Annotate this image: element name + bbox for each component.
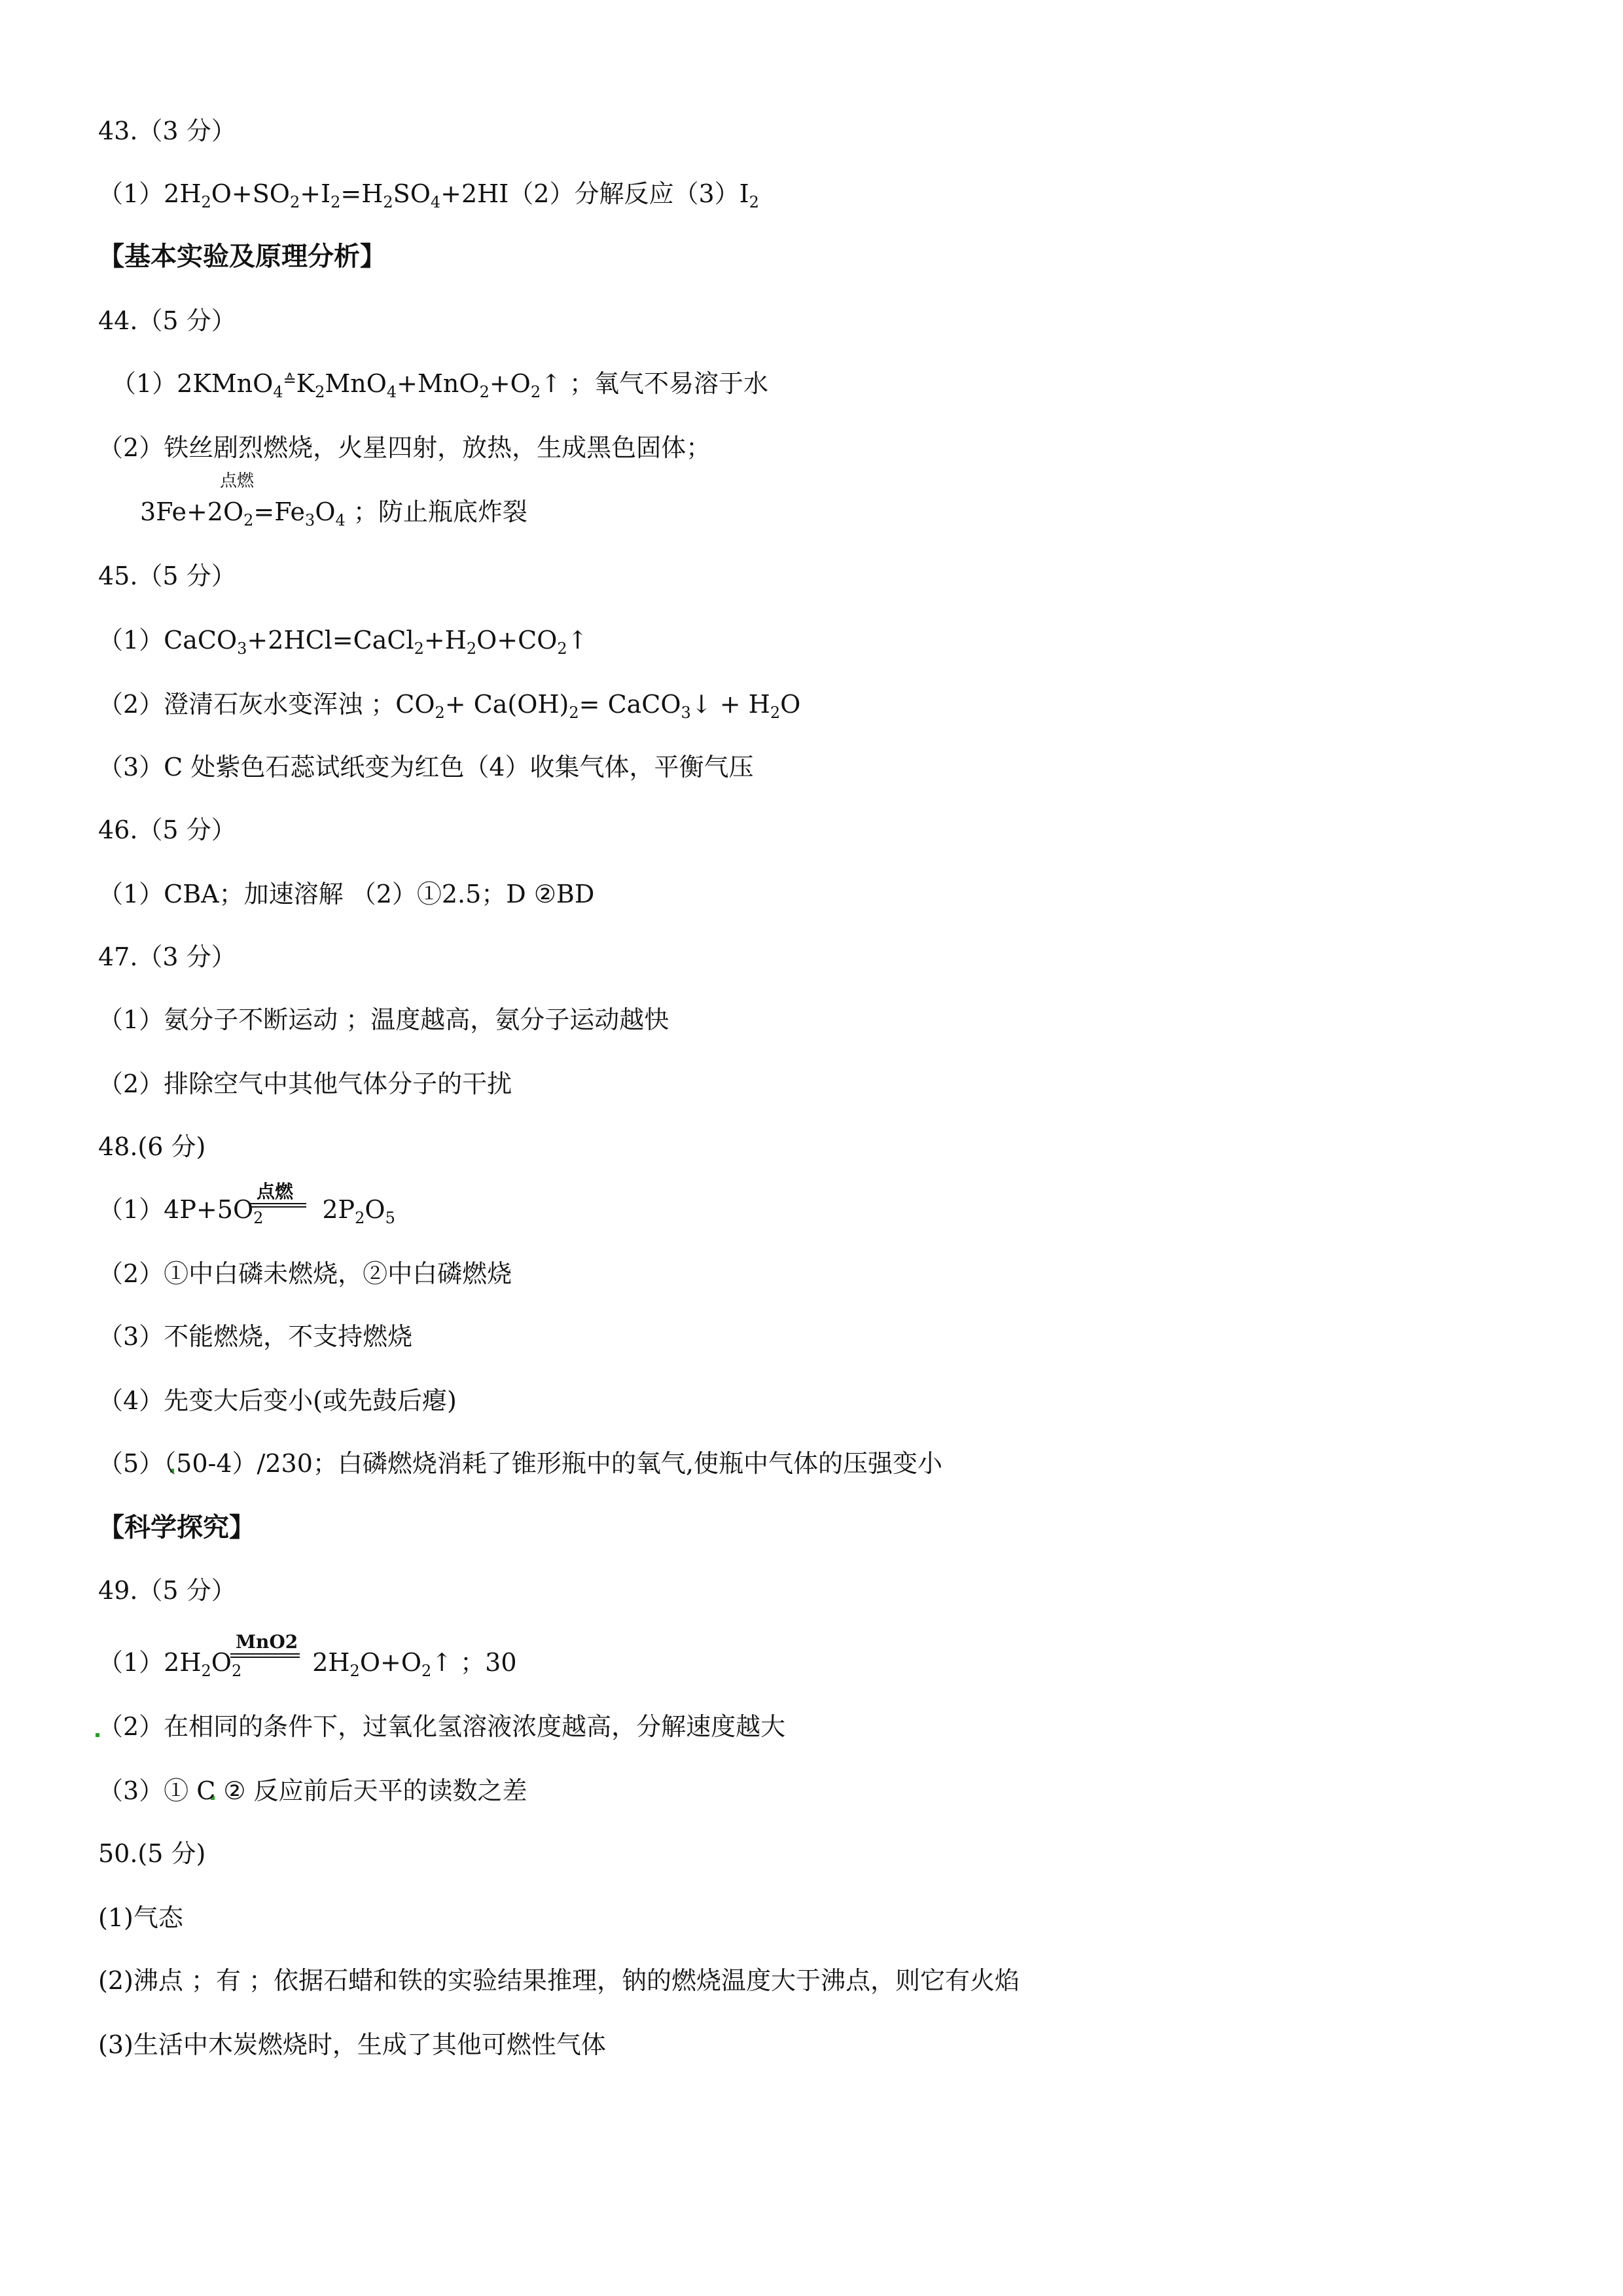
q50-answer-3: (3)生活中木炭燃烧时，生成了其他可燃性气体	[98, 2030, 606, 2059]
q46-header: 46.（5 分）	[98, 816, 236, 844]
q48-answer-1: $(1)4P+5O_2$ $2P_2O_5$	[98, 1195, 395, 1227]
q49-answer-3: （3）① C ② 反应前后天平的读数之差	[98, 1776, 527, 1805]
q47-header: 47.（3 分）	[98, 942, 236, 971]
q49-answer-1: $(1)2H_2O_2$ $2H_2O+O_2↑$ ；30	[98, 1648, 517, 1680]
q50-answer-2: (2)沸点 ；有 ；依据石蜡和铁的实验结果推理，钠的燃烧温度大于沸点，则它有火焰	[98, 1966, 1020, 1995]
q48-reaction-condition: 点燃	[257, 1181, 294, 1202]
q45-answer-1: $(1)CaCO_3+2HCl=CaCl_2+H_2O+CO_2↑$	[98, 626, 588, 658]
q44-answer-1: $(1)2KMnO_4^≙K_2MnO_4+MnO_2+O_2↑$ ；氧气不易溶于水	[111, 369, 769, 401]
q49-answer-2: （2）在相同的条件下，过氧化氢溶液浓度越高，分解速度越大	[98, 1712, 786, 1741]
q50-answer-1: (1)气态	[98, 1903, 183, 1932]
q49-catalyst: MnO2	[236, 1631, 298, 1653]
q45-header: 45.（5 分）	[98, 562, 236, 590]
q44-answer-2: （2）铁丝剧烈燃烧，火星四射，放热，生成黑色固体；	[98, 433, 711, 462]
q44-answer-3: $3Fe+2O_2=Fe_3O_4$ ；防止瓶底炸裂	[140, 497, 527, 529]
q43-header: 43.（3 分）	[98, 117, 236, 145]
q49-header: 49.（5 分）	[98, 1576, 236, 1605]
section-heading-science-inquiry: 【科学探究】	[98, 1512, 255, 1543]
q48-header: 48.(6 分)	[98, 1132, 206, 1161]
heat-delta-symbol: ≙	[283, 371, 296, 389]
q44-header: 44.（5 分）	[98, 306, 236, 335]
q48-answer-2: （2）①中白磷未燃烧，②中白磷燃烧	[98, 1259, 512, 1288]
q47-answer-2: （2）排除空气中其他气体分子的干扰	[98, 1069, 512, 1098]
q48-answer-5: （5）（50-4）/230；白磷燃烧消耗了锥形瓶中的氧气,使瓶中气体的压强变小	[98, 1449, 942, 1478]
section-heading-basic-experiments: 【基本实验及原理分析】	[98, 241, 386, 272]
q45-answer-2: （2）澄清石灰水变浑浊 ；$CO_2+ Ca(OH)_2=$ CaCO$_3$↓ + $H_2O$	[98, 690, 801, 722]
q47-answer-1: （1）氨分子不断运动 ；温度越高，氨分子运动越快	[98, 1005, 669, 1034]
q50-header: 50.(5 分)	[98, 1839, 206, 1868]
q48-answer-3: （3）不能燃烧，不支持燃烧	[98, 1322, 413, 1351]
q43-answer: $(1)2H_2O+SO_2+I_2=H_2SO_4+2HI(2)$分解反应$(3)I_2$	[98, 179, 759, 211]
q46-answer-1: （1）CBA；加速溶解 （2）①2.5；D ②BD	[98, 880, 595, 908]
q48-answer-4: （4）先变大后变小(或先鼓后瘪)	[98, 1386, 457, 1415]
q45-answer-3: （3）C 处紫色石蕊试纸变为红色（4）收集气体，平衡气压	[98, 753, 754, 781]
q44-reaction-condition: 点燃	[220, 471, 255, 491]
